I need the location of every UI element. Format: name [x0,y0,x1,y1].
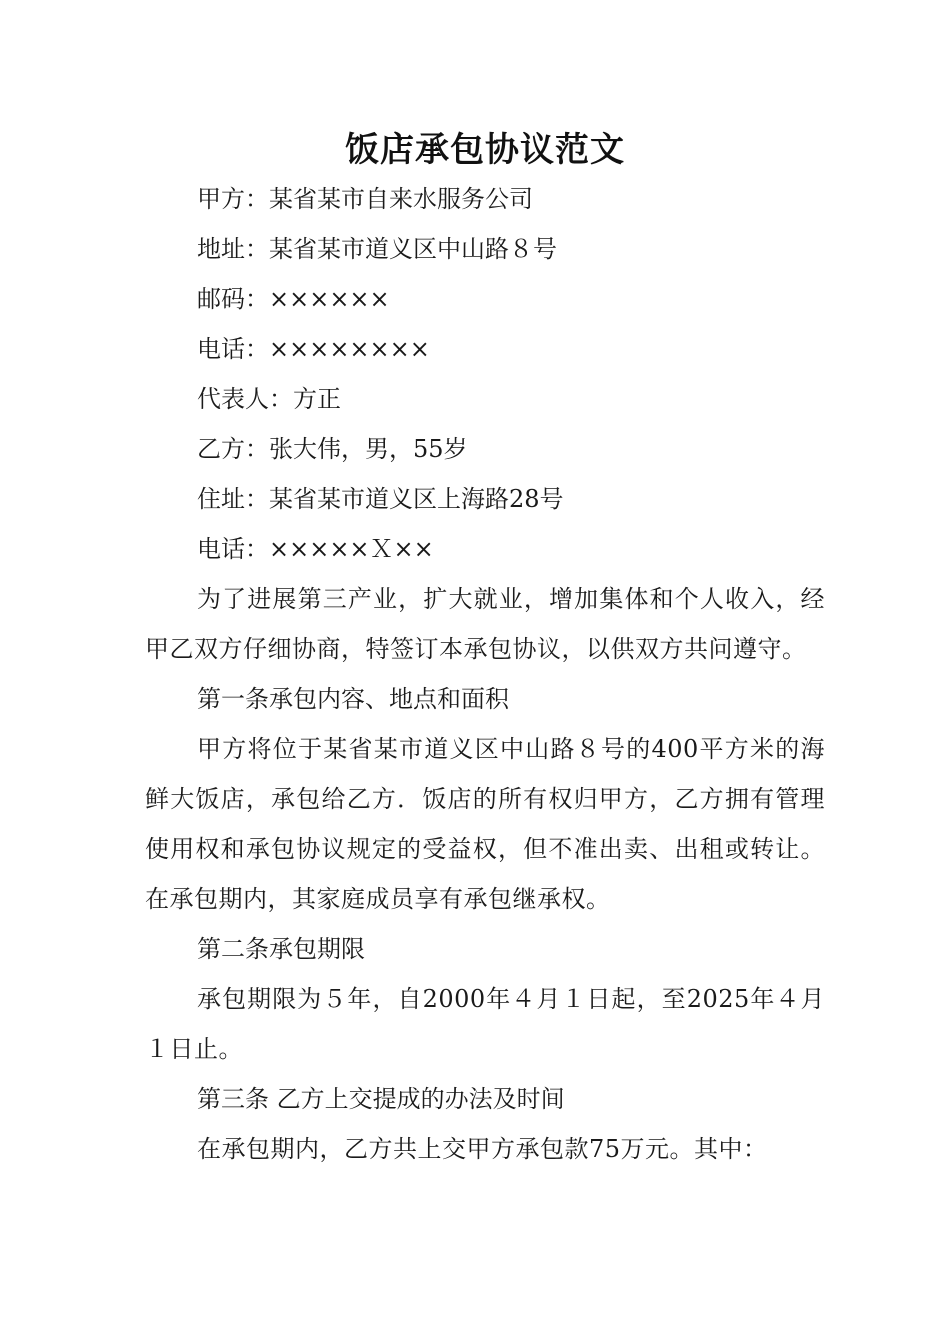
document-title: 饭店承包协议范文 [345,130,625,170]
party-a-representative: 代表人：方正 [197,385,341,413]
party-a-phone: 电话：×××××××× [197,335,430,363]
document-body [145,128,825,1174]
party-b-address: 住址：某省某市道义区上海路28号 [197,485,564,513]
party-a-address: 地址：某省某市道义区中山路８号 [197,235,557,263]
party-a-postcode: 邮码：×××××× [197,285,390,313]
preamble-paragraph: 为了进展第三产业，扩大就业，增加集体和个人收入，经甲乙双方仔细协商，特签订本承包协议，以供双方共问遵守。 [145,585,825,663]
article-3-heading: 第三条 乙方上交提成的办法及时间 [197,1085,565,1113]
article-3-body: 在承包期内，乙方共上交甲方承包款75万元。其中： [197,1135,768,1163]
article-2-heading: 第二条承包期限 [197,935,365,963]
article-1-heading: 第一条承包内容、地点和面积 [197,685,509,713]
article-1-body: 甲方将位于某省某市道义区中山路８号的400平方米的海鲜大饭店，承包给乙方．饭店的所有权归甲方，乙方拥有管理使用权和承包协议规定的受益权，但不准出卖、出租或转让。在承包期内，其家庭成员享有承包继承权。 [145,735,825,913]
article-2-body: 承包期限为５年，自2000年４月１日起，至2025年４月１日止。 [145,985,825,1063]
party-b-phone: 电话：×××××Ｘ×× [197,535,434,563]
party-a-name: 甲方：某省某市自来水服务公司 [197,185,533,213]
party-b-name: 乙方：张大伟，男，55岁 [197,435,468,463]
